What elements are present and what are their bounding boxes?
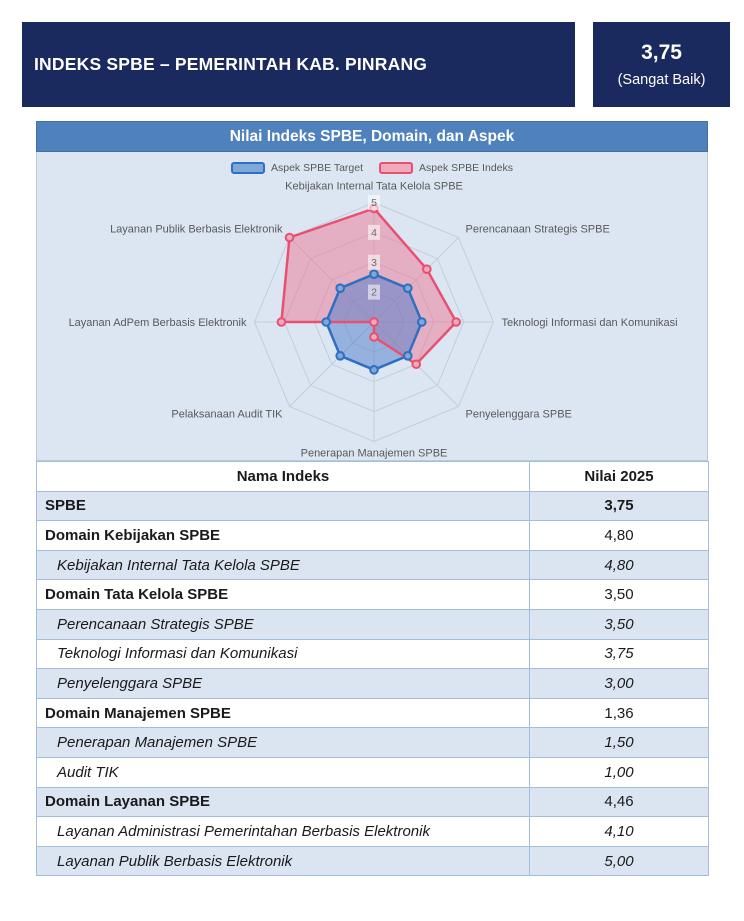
table-row xyxy=(37,521,709,551)
column-header-nama-indeks: Nama Indeks xyxy=(37,462,530,492)
indeks-marker xyxy=(286,234,294,242)
legend-label: Aspek SPBE Target xyxy=(271,162,364,174)
indeks-marker xyxy=(423,265,431,273)
axis-label: Kebijakan Internal Tata Kelola SPBE xyxy=(285,180,463,193)
index-value-cell: 3,75 xyxy=(530,639,709,669)
index-name-cell: Kebijakan Internal Tata Kelola SPBE xyxy=(37,550,530,580)
index-value-cell: 1,36 xyxy=(530,698,709,728)
page-title-bar xyxy=(22,22,575,107)
target-marker xyxy=(404,352,412,360)
indeks-marker xyxy=(452,318,460,326)
table-row xyxy=(37,609,709,639)
index-value-cell: 4,10 xyxy=(530,817,709,847)
ring-label: 5 xyxy=(371,197,377,209)
table-row xyxy=(37,817,709,847)
index-name-cell: Penyelenggara SPBE xyxy=(37,669,530,699)
ring-label: 3 xyxy=(371,256,377,269)
axis-label: Penyelenggara SPBE xyxy=(465,408,572,421)
index-name-cell: SPBE xyxy=(37,491,530,521)
ring-label: 4 xyxy=(371,226,377,239)
target-marker xyxy=(370,366,378,374)
target-marker xyxy=(336,284,344,292)
table-row xyxy=(37,698,709,728)
index-value-cell: 4,80 xyxy=(530,521,709,551)
table-row xyxy=(37,550,709,580)
index-name-cell: Perencanaan Strategis SPBE xyxy=(37,609,530,639)
legend-item xyxy=(231,162,363,174)
indeks-marker xyxy=(370,333,378,341)
index-name-cell: Penerapan Manajemen SPBE xyxy=(37,728,530,758)
chart-panel xyxy=(36,121,708,461)
index-value-cell: 1,00 xyxy=(530,757,709,787)
index-name-cell: Domain Kebijakan SPBE xyxy=(37,521,530,551)
ring-label: 2 xyxy=(371,286,377,299)
target-marker xyxy=(418,318,426,326)
table-row xyxy=(37,728,709,758)
index-value-cell: 3,50 xyxy=(530,580,709,610)
radar-chart xyxy=(36,152,708,461)
index-name-cell: Audit TIK xyxy=(37,757,530,787)
table-row xyxy=(37,491,709,521)
indeks-marker xyxy=(412,360,420,368)
index-value-cell: 3,50 xyxy=(530,609,709,639)
index-name-cell: Domain Manajemen SPBE xyxy=(37,698,530,728)
indeks-marker xyxy=(278,318,286,326)
axis-label: Pelaksanaan Audit TIK xyxy=(171,408,283,421)
legend-swatch xyxy=(231,162,265,174)
score-category: (Sangat Baik) xyxy=(617,72,706,88)
indeks-marker xyxy=(370,318,378,326)
table-row xyxy=(37,787,709,817)
target-marker xyxy=(370,270,378,278)
index-name-cell: Layanan Publik Berbasis Elektronik xyxy=(37,846,530,876)
column-header-nilai-2025: Nilai 2025 xyxy=(530,462,709,492)
table-row xyxy=(37,757,709,787)
table-row xyxy=(37,846,709,876)
table-row xyxy=(37,669,709,699)
index-value-cell: 1,50 xyxy=(530,728,709,758)
axis-label: Perencanaan Strategis SPBE xyxy=(465,223,610,236)
score-value: 3,75 xyxy=(641,41,682,64)
index-value-cell: 4,80 xyxy=(530,550,709,580)
axis-label: Layanan AdPem Berbasis Elektronik xyxy=(68,317,247,329)
index-name-cell: Teknologi Informasi dan Komunikasi xyxy=(37,639,530,669)
axis-label: Penerapan Manajemen SPBE xyxy=(300,447,448,460)
table-header-row xyxy=(37,462,709,492)
page-title: INDEKS SPBE – PEMERINTAH KAB. PINRANG xyxy=(34,54,428,74)
index-name-cell: Domain Tata Kelola SPBE xyxy=(37,580,530,610)
index-table xyxy=(36,461,709,876)
index-value-cell: 3,75 xyxy=(530,491,709,521)
table-row xyxy=(37,639,709,669)
target-marker xyxy=(322,318,330,326)
axis-label: Teknologi Informasi dan Komunikasi xyxy=(501,317,678,329)
score-badge xyxy=(593,22,730,107)
legend-swatch xyxy=(379,162,413,174)
chart-legend xyxy=(37,162,707,174)
legend-item xyxy=(379,162,513,174)
index-value-cell: 4,46 xyxy=(530,787,709,817)
target-marker xyxy=(404,284,412,292)
table-row xyxy=(37,580,709,610)
legend-label: Aspek SPBE Indeks xyxy=(419,162,513,174)
index-name-cell: Domain Layanan SPBE xyxy=(37,787,530,817)
radar-chart-svg xyxy=(37,152,709,461)
index-value-cell: 5,00 xyxy=(530,846,709,876)
axis-label: Layanan Publik Berbasis Elektronik xyxy=(110,223,283,236)
target-marker xyxy=(336,352,344,360)
index-value-cell: 3,00 xyxy=(530,669,709,699)
index-name-cell: Layanan Administrasi Pemerintahan Berbasis Elektronik xyxy=(37,817,530,847)
chart-panel-title: Nilai Indeks SPBE, Domain, dan Aspek xyxy=(36,121,708,152)
